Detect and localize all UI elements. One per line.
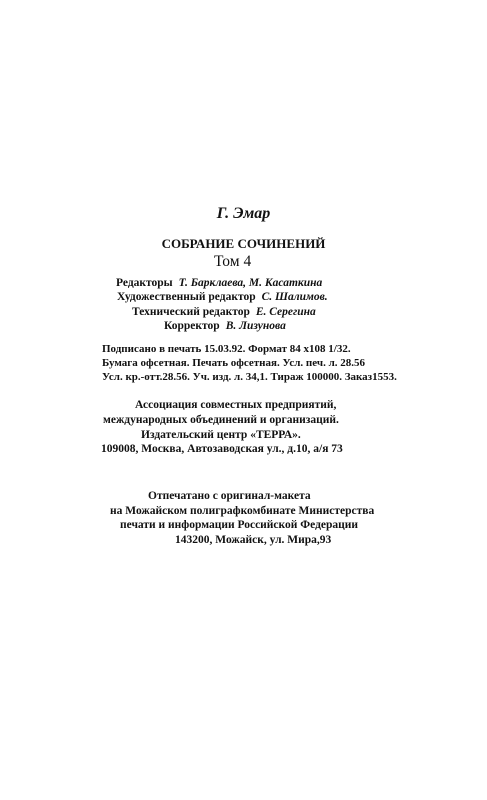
volume-number: Том 4	[214, 253, 252, 270]
credit-names: В. Лизунова	[225, 320, 286, 332]
credit-role: Художественный редактор	[117, 291, 256, 303]
printer-address: 143200, Можайск, ул. Мира,93	[175, 534, 332, 546]
credit-proofreader	[164, 319, 286, 333]
printer-line: на Можайском полиграфкомбинате Министерства	[110, 505, 375, 517]
printer-line: печати и информации Российской Федерации	[120, 519, 359, 531]
imprint-line: Подписано в печать 15.03.92. Формат 84 х108 1/32.	[102, 343, 351, 355]
credit-role: Технический редактор	[132, 306, 250, 318]
credit-art-editor	[117, 290, 328, 304]
collection-title: СОБРАНИЕ СОЧИНЕНИЙ	[161, 236, 326, 251]
credit-editors	[116, 276, 322, 290]
credit-tech-editor	[132, 305, 316, 319]
credit-names: Т. Барклаева, М. Касаткина	[178, 277, 323, 289]
printer-line: Отпечатано с оригинал-макета	[148, 490, 311, 502]
author-name: Г. Эмар	[216, 205, 271, 222]
publisher-line: международных объединений и организаций.	[103, 414, 339, 426]
credit-role: Корректор	[164, 320, 220, 332]
publisher-address: 109008, Москва, Автозаводская ул., д.10, а/я 73	[101, 443, 343, 455]
imprint-line: Усл. кр.-отт.28.56. Уч. изд. л. 34,1. Тираж 100000. Заказ1553.	[102, 371, 397, 383]
imprint-line: Бумага офсетная. Печать офсетная. Усл. печ. л. 28.56	[102, 357, 365, 369]
publisher-line: Издательский центр «ТЕРРА».	[141, 429, 301, 441]
publisher-line: Ассоциация совместных предприятий,	[135, 399, 337, 411]
credit-names: С. Шалимов.	[261, 291, 328, 303]
credit-role: Редакторы	[116, 277, 173, 289]
credit-names: Е. Серегина	[255, 306, 316, 318]
